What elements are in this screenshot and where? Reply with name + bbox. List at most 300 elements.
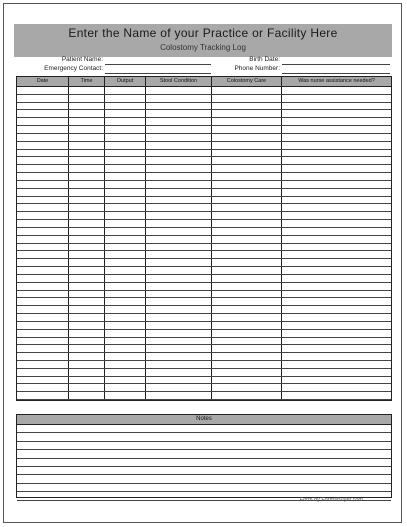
date-cell[interactable] bbox=[17, 298, 69, 305]
table-row bbox=[17, 103, 391, 111]
time-cell[interactable] bbox=[69, 103, 105, 110]
date-cell[interactable] bbox=[17, 157, 69, 164]
time-cell[interactable] bbox=[69, 157, 105, 164]
date-cell[interactable] bbox=[17, 228, 69, 235]
date-cell[interactable] bbox=[17, 197, 69, 204]
colostomy-care-cell[interactable] bbox=[212, 392, 282, 399]
stool-condition-cell[interactable] bbox=[146, 314, 212, 321]
nurse-assistance-cell[interactable] bbox=[282, 212, 391, 219]
output-cell[interactable] bbox=[105, 384, 146, 391]
stool-condition-cell[interactable] bbox=[146, 259, 212, 266]
note-line[interactable] bbox=[17, 475, 391, 483]
emergency-contact-label: Emergency Contact: bbox=[44, 65, 103, 72]
output-cell[interactable] bbox=[105, 204, 146, 211]
colostomy-care-cell[interactable] bbox=[212, 142, 282, 149]
stool-condition-cell[interactable] bbox=[146, 267, 212, 274]
output-cell[interactable] bbox=[105, 330, 146, 337]
table-row bbox=[17, 353, 391, 361]
date-cell[interactable] bbox=[17, 150, 69, 157]
date-cell[interactable] bbox=[17, 173, 69, 180]
output-cell[interactable] bbox=[105, 87, 146, 94]
time-cell[interactable] bbox=[69, 251, 105, 258]
colostomy-care-cell[interactable] bbox=[212, 220, 282, 227]
nurse-assistance-cell[interactable] bbox=[282, 369, 391, 376]
stool-condition-cell[interactable] bbox=[146, 181, 212, 188]
stool-condition-cell[interactable] bbox=[146, 165, 212, 172]
output-cell[interactable] bbox=[105, 228, 146, 235]
stool-condition-cell[interactable] bbox=[146, 173, 212, 180]
nurse-assistance-cell[interactable] bbox=[282, 377, 391, 384]
stool-condition-cell[interactable] bbox=[146, 361, 212, 368]
stool-condition-cell[interactable] bbox=[146, 345, 212, 352]
table-row bbox=[17, 204, 391, 212]
time-cell[interactable] bbox=[69, 197, 105, 204]
nurse-assistance-cell[interactable] bbox=[282, 181, 391, 188]
output-cell[interactable] bbox=[105, 298, 146, 305]
time-cell[interactable] bbox=[69, 392, 105, 399]
stool-condition-cell[interactable] bbox=[146, 283, 212, 290]
date-cell[interactable] bbox=[17, 306, 69, 313]
table-row bbox=[17, 157, 391, 165]
output-cell[interactable] bbox=[105, 212, 146, 219]
phone-number-field[interactable] bbox=[282, 65, 390, 74]
table-row bbox=[17, 212, 391, 220]
date-cell[interactable] bbox=[17, 322, 69, 329]
output-cell[interactable] bbox=[105, 197, 146, 204]
column-header-date: Date bbox=[17, 77, 69, 86]
colostomy-care-cell[interactable] bbox=[212, 134, 282, 141]
footer-credit: Form by FormsBuyer.com bbox=[299, 497, 363, 503]
time-cell[interactable] bbox=[69, 189, 105, 196]
nurse-assistance-cell[interactable] bbox=[282, 353, 391, 360]
nurse-assistance-cell[interactable] bbox=[282, 142, 391, 149]
colostomy-care-cell[interactable] bbox=[212, 384, 282, 391]
output-cell[interactable] bbox=[105, 361, 146, 368]
stool-condition-cell[interactable] bbox=[146, 126, 212, 133]
stool-condition-cell[interactable] bbox=[146, 306, 212, 313]
time-cell[interactable] bbox=[69, 236, 105, 243]
time-cell[interactable] bbox=[69, 330, 105, 337]
colostomy-care-cell[interactable] bbox=[212, 173, 282, 180]
date-cell[interactable] bbox=[17, 204, 69, 211]
output-cell[interactable] bbox=[105, 103, 146, 110]
phone-number-label: Phone Number: bbox=[234, 65, 280, 72]
table-row bbox=[17, 95, 391, 103]
date-cell[interactable] bbox=[17, 330, 69, 337]
date-cell[interactable] bbox=[17, 338, 69, 345]
colostomy-care-cell[interactable] bbox=[212, 165, 282, 172]
nurse-assistance-cell[interactable] bbox=[282, 110, 391, 117]
stool-condition-cell[interactable] bbox=[146, 228, 212, 235]
output-cell[interactable] bbox=[105, 150, 146, 157]
colostomy-care-cell[interactable] bbox=[212, 283, 282, 290]
nurse-assistance-cell[interactable] bbox=[282, 283, 391, 290]
time-cell[interactable] bbox=[69, 377, 105, 384]
colostomy-care-cell[interactable] bbox=[212, 267, 282, 274]
date-cell[interactable] bbox=[17, 369, 69, 376]
time-cell[interactable] bbox=[69, 173, 105, 180]
date-cell[interactable] bbox=[17, 189, 69, 196]
form-page bbox=[3, 3, 402, 523]
colostomy-care-cell[interactable] bbox=[212, 103, 282, 110]
stool-condition-cell[interactable] bbox=[146, 236, 212, 243]
time-cell[interactable] bbox=[69, 306, 105, 313]
time-cell[interactable] bbox=[69, 259, 105, 266]
notes-lines bbox=[17, 425, 391, 501]
output-cell[interactable] bbox=[105, 126, 146, 133]
table-row bbox=[17, 118, 391, 126]
table-row bbox=[17, 134, 391, 142]
date-cell[interactable] bbox=[17, 142, 69, 149]
colostomy-care-cell[interactable] bbox=[212, 228, 282, 235]
output-cell[interactable] bbox=[105, 392, 146, 399]
nurse-assistance-cell[interactable] bbox=[282, 244, 391, 251]
stool-condition-cell[interactable] bbox=[146, 95, 212, 102]
time-cell[interactable] bbox=[69, 298, 105, 305]
time-cell[interactable] bbox=[69, 87, 105, 94]
table-row bbox=[17, 298, 391, 306]
colostomy-care-cell[interactable] bbox=[212, 110, 282, 117]
time-cell[interactable] bbox=[69, 369, 105, 376]
table-row bbox=[17, 220, 391, 228]
nurse-assistance-cell[interactable] bbox=[282, 197, 391, 204]
time-cell[interactable] bbox=[69, 322, 105, 329]
stool-condition-cell[interactable] bbox=[146, 384, 212, 391]
table-row bbox=[17, 345, 391, 353]
stool-condition-cell[interactable] bbox=[146, 157, 212, 164]
colostomy-care-cell[interactable] bbox=[212, 322, 282, 329]
note-line[interactable] bbox=[17, 459, 391, 467]
time-cell[interactable] bbox=[69, 118, 105, 125]
time-cell[interactable] bbox=[69, 126, 105, 133]
date-cell[interactable] bbox=[17, 392, 69, 399]
date-cell[interactable] bbox=[17, 361, 69, 368]
date-cell[interactable] bbox=[17, 377, 69, 384]
nurse-assistance-cell[interactable] bbox=[282, 392, 391, 399]
nurse-assistance-cell[interactable] bbox=[282, 189, 391, 196]
colostomy-care-cell[interactable] bbox=[212, 330, 282, 337]
colostomy-care-cell[interactable] bbox=[212, 251, 282, 258]
date-cell[interactable] bbox=[17, 283, 69, 290]
stool-condition-cell[interactable] bbox=[146, 204, 212, 211]
colostomy-care-cell[interactable] bbox=[212, 291, 282, 298]
date-cell[interactable] bbox=[17, 103, 69, 110]
date-cell[interactable] bbox=[17, 126, 69, 133]
output-cell[interactable] bbox=[105, 110, 146, 117]
table-row bbox=[17, 197, 391, 205]
nurse-assistance-cell[interactable] bbox=[282, 361, 391, 368]
time-cell[interactable] bbox=[69, 142, 105, 149]
emergency-contact-field[interactable] bbox=[105, 65, 211, 74]
nurse-assistance-cell[interactable] bbox=[282, 338, 391, 345]
table-row bbox=[17, 189, 391, 197]
notes-section bbox=[16, 414, 392, 498]
colostomy-care-cell[interactable] bbox=[212, 361, 282, 368]
table-row bbox=[17, 87, 391, 95]
nurse-assistance-cell[interactable] bbox=[282, 298, 391, 305]
output-cell[interactable] bbox=[105, 173, 146, 180]
output-cell[interactable] bbox=[105, 322, 146, 329]
colostomy-care-cell[interactable] bbox=[212, 369, 282, 376]
output-cell[interactable] bbox=[105, 283, 146, 290]
nurse-assistance-cell[interactable] bbox=[282, 165, 391, 172]
nurse-assistance-cell[interactable] bbox=[282, 267, 391, 274]
date-cell[interactable] bbox=[17, 275, 69, 282]
stool-condition-cell[interactable] bbox=[146, 275, 212, 282]
stool-condition-cell[interactable] bbox=[146, 118, 212, 125]
time-cell[interactable] bbox=[69, 275, 105, 282]
date-cell[interactable] bbox=[17, 212, 69, 219]
note-line[interactable] bbox=[17, 484, 391, 492]
time-cell[interactable] bbox=[69, 204, 105, 211]
stool-condition-cell[interactable] bbox=[146, 212, 212, 219]
date-cell[interactable] bbox=[17, 181, 69, 188]
output-cell[interactable] bbox=[105, 134, 146, 141]
output-cell[interactable] bbox=[105, 338, 146, 345]
notes-header: Notes bbox=[17, 415, 391, 425]
time-cell[interactable] bbox=[69, 345, 105, 352]
output-cell[interactable] bbox=[105, 306, 146, 313]
table-row bbox=[17, 181, 391, 189]
birth-date-field[interactable] bbox=[282, 56, 390, 65]
output-cell[interactable] bbox=[105, 189, 146, 196]
output-cell[interactable] bbox=[105, 345, 146, 352]
patient-name-field[interactable] bbox=[105, 56, 211, 65]
table-row bbox=[17, 165, 391, 173]
nurse-assistance-cell[interactable] bbox=[282, 126, 391, 133]
column-header-colostomy-care: Colostomy Care bbox=[212, 77, 282, 86]
time-cell[interactable] bbox=[69, 244, 105, 251]
nurse-assistance-cell[interactable] bbox=[282, 322, 391, 329]
colostomy-care-cell[interactable] bbox=[212, 87, 282, 94]
birth-date-label: Birth Date: bbox=[249, 56, 280, 63]
table-row bbox=[17, 259, 391, 267]
nurse-assistance-cell[interactable] bbox=[282, 157, 391, 164]
stool-condition-cell[interactable] bbox=[146, 392, 212, 399]
output-cell[interactable] bbox=[105, 244, 146, 251]
colostomy-care-cell[interactable] bbox=[212, 377, 282, 384]
column-header-output: Output bbox=[105, 77, 146, 86]
date-cell[interactable] bbox=[17, 251, 69, 258]
time-cell[interactable] bbox=[69, 110, 105, 117]
output-cell[interactable] bbox=[105, 369, 146, 376]
date-cell[interactable] bbox=[17, 259, 69, 266]
nurse-assistance-cell[interactable] bbox=[282, 204, 391, 211]
title-banner bbox=[14, 24, 392, 57]
date-cell[interactable] bbox=[17, 165, 69, 172]
colostomy-care-cell[interactable] bbox=[212, 181, 282, 188]
nurse-assistance-cell[interactable] bbox=[282, 103, 391, 110]
time-cell[interactable] bbox=[69, 220, 105, 227]
table-row bbox=[17, 251, 391, 259]
date-cell[interactable] bbox=[17, 345, 69, 352]
stool-condition-cell[interactable] bbox=[146, 244, 212, 251]
stool-condition-cell[interactable] bbox=[146, 134, 212, 141]
time-cell[interactable] bbox=[69, 267, 105, 274]
colostomy-care-cell[interactable] bbox=[212, 197, 282, 204]
date-cell[interactable] bbox=[17, 244, 69, 251]
table-row bbox=[17, 338, 391, 346]
colostomy-care-cell[interactable] bbox=[212, 95, 282, 102]
nurse-assistance-cell[interactable] bbox=[282, 306, 391, 313]
facility-title: Enter the Name of your Practice or Facility Here bbox=[68, 26, 338, 40]
stool-condition-cell[interactable] bbox=[146, 251, 212, 258]
date-cell[interactable] bbox=[17, 267, 69, 274]
time-cell[interactable] bbox=[69, 291, 105, 298]
table-row bbox=[17, 330, 391, 338]
output-cell[interactable] bbox=[105, 275, 146, 282]
table-row bbox=[17, 110, 391, 118]
time-cell[interactable] bbox=[69, 165, 105, 172]
time-cell[interactable] bbox=[69, 212, 105, 219]
colostomy-care-cell[interactable] bbox=[212, 157, 282, 164]
date-cell[interactable] bbox=[17, 384, 69, 391]
stool-condition-cell[interactable] bbox=[146, 369, 212, 376]
colostomy-care-cell[interactable] bbox=[212, 345, 282, 352]
colostomy-care-cell[interactable] bbox=[212, 298, 282, 305]
stool-condition-cell[interactable] bbox=[146, 322, 212, 329]
nurse-assistance-cell[interactable] bbox=[282, 118, 391, 125]
table-row bbox=[17, 384, 391, 392]
nurse-assistance-cell[interactable] bbox=[282, 87, 391, 94]
time-cell[interactable] bbox=[69, 95, 105, 102]
nurse-assistance-cell[interactable] bbox=[282, 150, 391, 157]
time-cell[interactable] bbox=[69, 353, 105, 360]
colostomy-care-cell[interactable] bbox=[212, 353, 282, 360]
tracking-log-table bbox=[16, 76, 392, 401]
output-cell[interactable] bbox=[105, 236, 146, 243]
colostomy-care-cell[interactable] bbox=[212, 259, 282, 266]
output-cell[interactable] bbox=[105, 353, 146, 360]
note-line[interactable] bbox=[17, 467, 391, 475]
colostomy-care-cell[interactable] bbox=[212, 126, 282, 133]
date-cell[interactable] bbox=[17, 236, 69, 243]
nurse-assistance-cell[interactable] bbox=[282, 330, 391, 337]
stool-condition-cell[interactable] bbox=[146, 189, 212, 196]
nurse-assistance-cell[interactable] bbox=[282, 251, 391, 258]
stool-condition-cell[interactable] bbox=[146, 377, 212, 384]
date-cell[interactable] bbox=[17, 353, 69, 360]
stool-condition-cell[interactable] bbox=[146, 298, 212, 305]
table-body bbox=[17, 87, 391, 400]
colostomy-care-cell[interactable] bbox=[212, 118, 282, 125]
output-cell[interactable] bbox=[105, 181, 146, 188]
stool-condition-cell[interactable] bbox=[146, 150, 212, 157]
stool-condition-cell[interactable] bbox=[146, 353, 212, 360]
note-line[interactable] bbox=[17, 425, 391, 433]
stool-condition-cell[interactable] bbox=[146, 291, 212, 298]
output-cell[interactable] bbox=[105, 251, 146, 258]
nurse-assistance-cell[interactable] bbox=[282, 173, 391, 180]
nurse-assistance-cell[interactable] bbox=[282, 134, 391, 141]
nurse-assistance-cell[interactable] bbox=[282, 384, 391, 391]
table-row bbox=[17, 291, 391, 299]
output-cell[interactable] bbox=[105, 267, 146, 274]
date-cell[interactable] bbox=[17, 220, 69, 227]
colostomy-care-cell[interactable] bbox=[212, 212, 282, 219]
nurse-assistance-cell[interactable] bbox=[282, 228, 391, 235]
time-cell[interactable] bbox=[69, 314, 105, 321]
colostomy-care-cell[interactable] bbox=[212, 236, 282, 243]
output-cell[interactable] bbox=[105, 314, 146, 321]
nurse-assistance-cell[interactable] bbox=[282, 95, 391, 102]
time-cell[interactable] bbox=[69, 384, 105, 391]
output-cell[interactable] bbox=[105, 259, 146, 266]
column-header-stool-condition: Stool Condition bbox=[146, 77, 212, 86]
date-cell[interactable] bbox=[17, 134, 69, 141]
nurse-assistance-cell[interactable] bbox=[282, 291, 391, 298]
table-row bbox=[17, 377, 391, 385]
date-cell[interactable] bbox=[17, 95, 69, 102]
stool-condition-cell[interactable] bbox=[146, 142, 212, 149]
colostomy-care-cell[interactable] bbox=[212, 275, 282, 282]
table-row bbox=[17, 306, 391, 314]
output-cell[interactable] bbox=[105, 142, 146, 149]
output-cell[interactable] bbox=[105, 165, 146, 172]
colostomy-care-cell[interactable] bbox=[212, 150, 282, 157]
output-cell[interactable] bbox=[105, 377, 146, 384]
date-cell[interactable] bbox=[17, 110, 69, 117]
stool-condition-cell[interactable] bbox=[146, 330, 212, 337]
colostomy-care-cell[interactable] bbox=[212, 314, 282, 321]
table-row bbox=[17, 275, 391, 283]
contact-info-row bbox=[4, 65, 403, 75]
table-row bbox=[17, 236, 391, 244]
output-cell[interactable] bbox=[105, 95, 146, 102]
time-cell[interactable] bbox=[69, 361, 105, 368]
colostomy-care-cell[interactable] bbox=[212, 338, 282, 345]
nurse-assistance-cell[interactable] bbox=[282, 236, 391, 243]
output-cell[interactable] bbox=[105, 157, 146, 164]
time-cell[interactable] bbox=[69, 338, 105, 345]
stool-condition-cell[interactable] bbox=[146, 197, 212, 204]
date-cell[interactable] bbox=[17, 314, 69, 321]
output-cell[interactable] bbox=[105, 291, 146, 298]
table-header-row bbox=[17, 77, 391, 87]
stool-condition-cell[interactable] bbox=[146, 103, 212, 110]
stool-condition-cell[interactable] bbox=[146, 338, 212, 345]
output-cell[interactable] bbox=[105, 118, 146, 125]
stool-condition-cell[interactable] bbox=[146, 220, 212, 227]
stool-condition-cell[interactable] bbox=[146, 110, 212, 117]
date-cell[interactable] bbox=[17, 291, 69, 298]
nurse-assistance-cell[interactable] bbox=[282, 259, 391, 266]
colostomy-care-cell[interactable] bbox=[212, 204, 282, 211]
table-row bbox=[17, 267, 391, 275]
colostomy-care-cell[interactable] bbox=[212, 189, 282, 196]
note-line[interactable] bbox=[17, 442, 391, 450]
note-line[interactable] bbox=[17, 433, 391, 441]
nurse-assistance-cell[interactable] bbox=[282, 275, 391, 282]
date-cell[interactable] bbox=[17, 118, 69, 125]
time-cell[interactable] bbox=[69, 283, 105, 290]
time-cell[interactable] bbox=[69, 181, 105, 188]
time-cell[interactable] bbox=[69, 134, 105, 141]
output-cell[interactable] bbox=[105, 220, 146, 227]
colostomy-care-cell[interactable] bbox=[212, 244, 282, 251]
time-cell[interactable] bbox=[69, 150, 105, 157]
note-line[interactable] bbox=[17, 450, 391, 458]
date-cell[interactable] bbox=[17, 87, 69, 94]
nurse-assistance-cell[interactable] bbox=[282, 314, 391, 321]
time-cell[interactable] bbox=[69, 228, 105, 235]
table-row bbox=[17, 173, 391, 181]
nurse-assistance-cell[interactable] bbox=[282, 220, 391, 227]
stool-condition-cell[interactable] bbox=[146, 87, 212, 94]
table-row bbox=[17, 369, 391, 377]
nurse-assistance-cell[interactable] bbox=[282, 345, 391, 352]
colostomy-care-cell[interactable] bbox=[212, 306, 282, 313]
